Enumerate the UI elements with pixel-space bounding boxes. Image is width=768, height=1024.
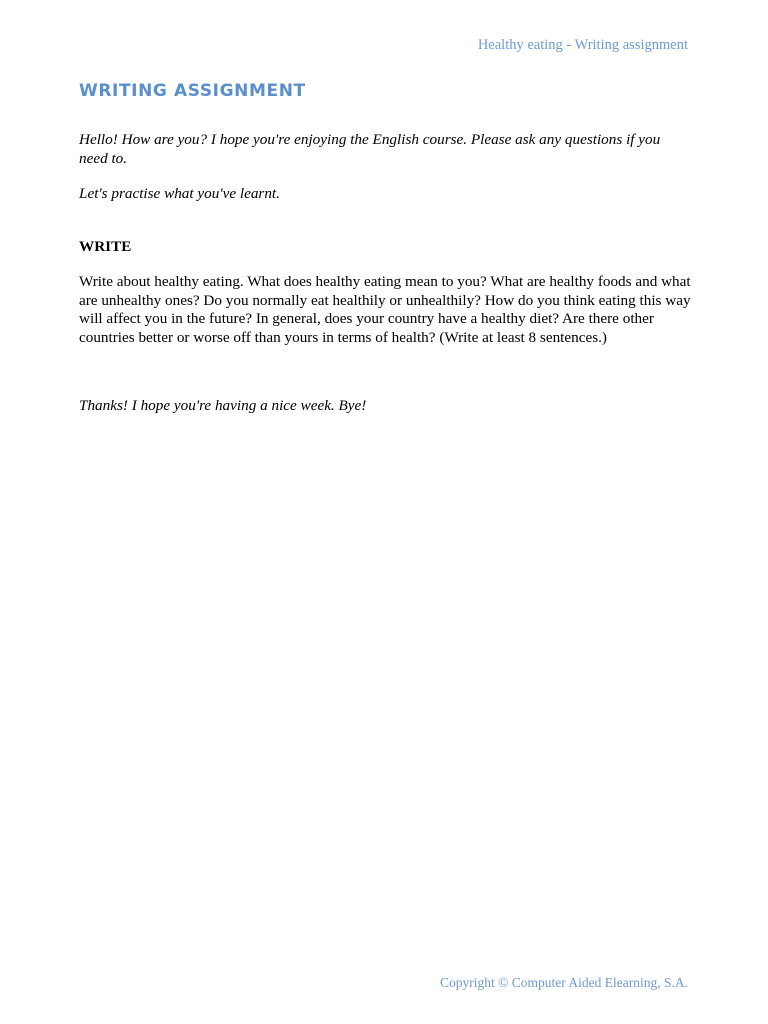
copyright-footer: Copyright © Computer Aided Elearning, S.A. [440, 975, 688, 990]
intro-greeting: Hello! How are you? I hope you're enjoying the English course. Please ask any questions if you need to. [79, 131, 661, 167]
closing-message: Thanks! I hope you're having a nice week. Bye! [79, 397, 367, 414]
intro-practise: Let's practise what you've learnt. [79, 185, 280, 202]
writing-instructions: Write about healthy eating. What does healthy eating mean to you? What are healthy foods and what are unhealthy ones? Do you normally eat healthily or unhealthily? How do you think eating this way will affect you in the future? In general, does your country have a healthy diet? Are there other countries better or worse off than yours in terms of health? (Write at least 8 sentences.) [79, 273, 691, 346]
page-title: WRITING ASSIGNMENT [79, 81, 306, 101]
running-header: Healthy eating - Writing assignment [477, 37, 688, 53]
section-heading-write: WRITE [79, 238, 132, 255]
